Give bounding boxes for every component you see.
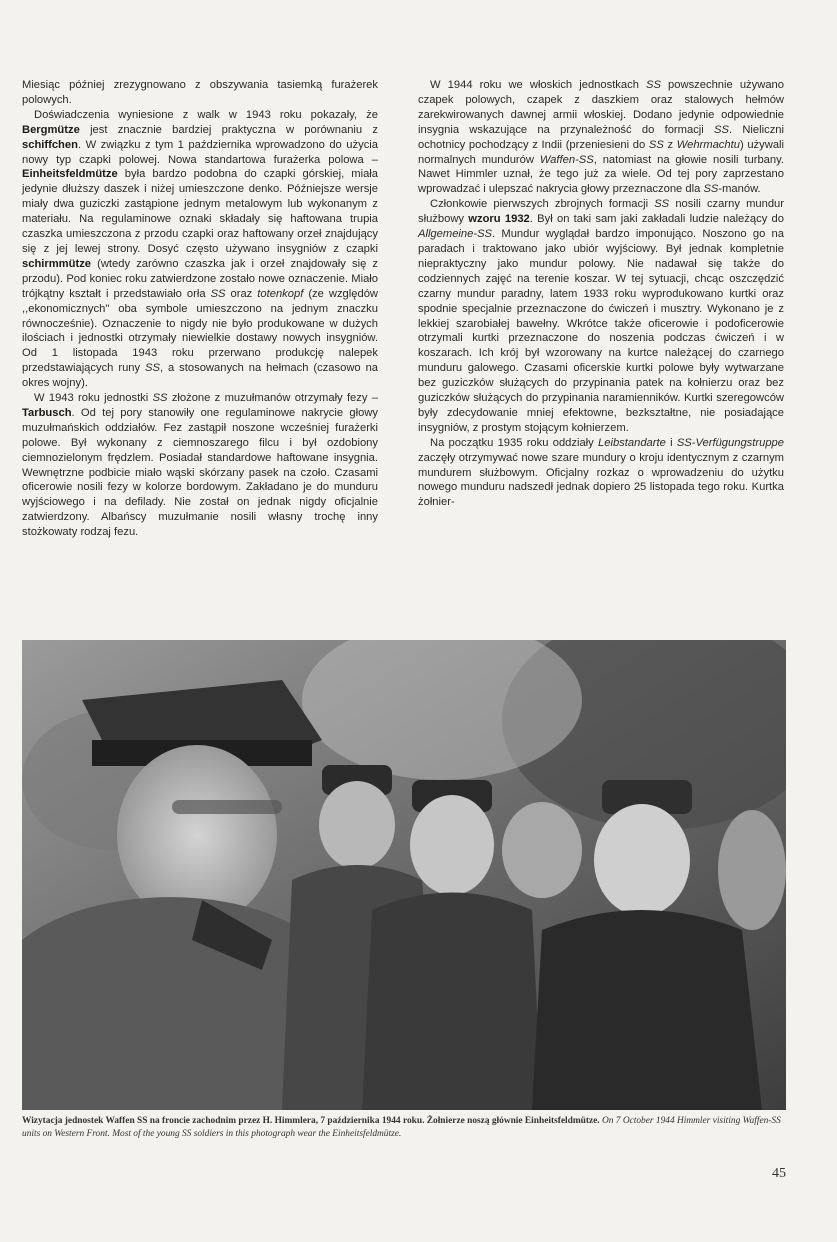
paragraph (22, 108, 378, 391)
left-text-column (22, 78, 378, 540)
text-run: nosili czarny mundur służbowy (418, 198, 785, 226)
text-run: Bergmütze (22, 123, 80, 136)
text-run: Na początku 1935 roku oddziały (430, 436, 599, 449)
text-run: Waffen-SS (539, 153, 594, 166)
text-run: SS (703, 183, 719, 196)
text-run: złożone z muzułmanów otrzymały fezy – (167, 392, 378, 405)
text-run: Leibstandarte (598, 436, 666, 449)
text-run: ) używali normalnych mundurów (418, 138, 785, 166)
text-run: Tarbusch (22, 406, 72, 419)
paragraph (418, 78, 784, 197)
text-run: . W związku z tym 1 października wprowadzono do użycia nowy typ czapki polowej. Nowa standartowa furażerka polowa – (22, 138, 378, 166)
text-run: zaczęły otrzymywać nowe szare mundury o kroju identycznym z czarnym mundurem służbowym. Oficjalny rozkaz o wprowadzeniu do użytku nowego munduru nadszedł jednak dopiero 25 listopada tego roku. Kurtka żołnier- (418, 451, 784, 509)
caption-english: On 7 October 1944 Himmler visiting Waffen-SS units on Western Front. Most of the young SS soldiers in this photograph wear the Einheitsfeldmütze. (22, 1116, 781, 1139)
text-run: powszechnie używano czapek polowych, czapek z daszkiem oraz stalowych hełmów zarekwirowanych dawnej armii włoskiej. Dodano jedynie odpowiednie insygnia wskazujące na przynależność do formacji (418, 79, 784, 136)
text-run: Einheitsfeldmütze (22, 168, 118, 181)
text-run: SS-Verfügungstruppe (676, 436, 784, 449)
text-run: W 1943 roku jednostki (34, 392, 153, 405)
text-run: była bardzo podobna do czapki górskiej, miała jedynie dłuższy daszek i niżej umieszczone denko. Późniejsze wersje miały dwa guziczki zastąpione jednym metalowym lub wykonanym z materiału. Na regulaminowe oznaki składały się haftowana trupia czaszka umieszczona z przodu czapki oraz haftowany orzeł znajdujący się z jej lewej strony. Dosyć często używano insygniów z czapki (22, 168, 378, 255)
paragraph (22, 78, 378, 108)
text-run: Doświadczenia wyniesione z walk w 1943 roku pokazały, że (34, 108, 378, 121)
text-run: Miesiąc później zrezygnowano z obszywania tasiemką furażerek polowych. (22, 79, 378, 106)
text-run: . Był on taki sam jaki zakładali ludzie należący do (529, 213, 784, 226)
text-run: z (663, 138, 677, 151)
text-run: SS (152, 392, 168, 405)
text-run: SS (648, 138, 664, 151)
text-run: SS (654, 198, 670, 211)
caption-polish: Wizytacja jednostek Waffen SS na froncie zachodnim przez H. Himmlera, 7 października 1944 roku. Żołnierze noszą głównie Einheitsfeldmütze. (22, 1116, 600, 1126)
paragraph (418, 197, 784, 436)
text-run: schiffchen (22, 138, 78, 151)
text-run: W 1944 roku we włoskich jednostkach (430, 79, 647, 91)
text-run: jest znacznie bardziej praktyczna w porównaniu z (79, 123, 378, 136)
text-run: SS (145, 362, 160, 375)
photo-caption (22, 1115, 786, 1140)
text-run: SS (210, 287, 226, 300)
right-text-column (418, 78, 784, 510)
text-run: Allgemeine-SS (418, 228, 492, 241)
text-run: schirmmütze (22, 257, 92, 270)
text-run: . Od tej pory stanowiły one regulaminowe nakrycie głowy muzułmańskich oddziałów. Fez zastąpił noszone wcześniej furażerki polowe. Był wykonany z ciemnoszarego filcu i był ozdobiony ciemnozielonym frędzlem. Posiadał standardowe haftowane insygnia. Wewnętrzne podbicie miało wąski skórzany pasek na czoło. Czasami oficerowie nosili fezy w kolorze bordowym. Zakładano je do munduru wyjściowego i na defilady. Nie został on jednak nigdy oficjalnie zatwierdzony. Albańscy muzułmanie nosili własny trochę inny stożkowaty rodzaj fezu. (22, 406, 378, 539)
paragraph (22, 391, 378, 540)
text-run: totenkopf (257, 287, 304, 300)
text-run: Członkowie pierwszych zbrojnych formacji (430, 198, 655, 211)
text-run: , a stosowanych na hełmach (czasowo na okres wojny). (22, 362, 379, 390)
text-run: oraz (225, 287, 258, 300)
text-run: . Mundur wyglądał bardzo imponująco. Noszono go na paradach i traktowano jako ubiór wyjściowy. Był jednak kompletnie niepraktyczny jako mundur polowy. Nie nadawał się także do codziennych zajęć na terenie koszar. W tej sytuacji, chcąc oszczędzić czarny mundur paradny, latem 1933 roku wyprodukowano kurtki oraz spodnie specjalnie przeznaczone do ćwiczeń i musztry. Wykonano je z lekkiej szarobiałej bawełny. Wkrótce także oficerowie i podoficerowie otrzymali kurtki przeznaczone do noszenia podczas ćwiczeń i w koszarach. Ich krój był wzorowany na kurtce należącej do czarnego munduru galowego. Czasami oficerskie kurtki polowe były wytwarzane bez guziczków służących do przypinania patek na kołnierzu oraz bez guziczków służących do przypinania naramienników. Kurtki szeregowców były zdecydowanie mniej efektowne, bezkształtne, nie posiadające insygniów, z prostym stojącym kołnierzem. (418, 228, 784, 434)
text-run: -manów. (718, 183, 761, 196)
text-run: wzoru 1932 (468, 213, 530, 226)
text-run: i (665, 436, 677, 449)
text-run: (wtedy zarówno czaszka jak i orzeł znajdowały się z przodu). Pod koniec roku zatwierdzone zostało nowe oznaczenie. Miało trójkątny kształt i przedstawiało orła (22, 257, 378, 300)
paragraph (418, 436, 784, 511)
text-run: (ze względów ,,ekonomicznych" oba symbole umieszczono na jednym znaczku równocześnie). Oznaczenie to nigdy nie było produkowane w dużych ilościach i jednostki otrzymały niewielkie dostawy nowych insygniów. Od 1 listopada 1943 roku przerwano produkcję nalepek przedstawiających runy (22, 287, 378, 375)
historical-photograph (22, 640, 786, 1110)
text-run: SS (646, 79, 661, 91)
text-run: Wehrmachtu (676, 138, 740, 151)
text-run: . Nieliczni ochotnicy pochodzący z Indii (przeniesieni do (418, 123, 784, 151)
text-run: , natomiast na głowie nosili turbany. Nawet Himmler uznał, że tego już za wiele. Od tej pory zaprzestano wprowadzać i ulepszać nakrycia głowy przeznaczone dla (418, 153, 784, 196)
text-run: SS (714, 123, 729, 136)
page-number: 45 (772, 1166, 786, 1181)
